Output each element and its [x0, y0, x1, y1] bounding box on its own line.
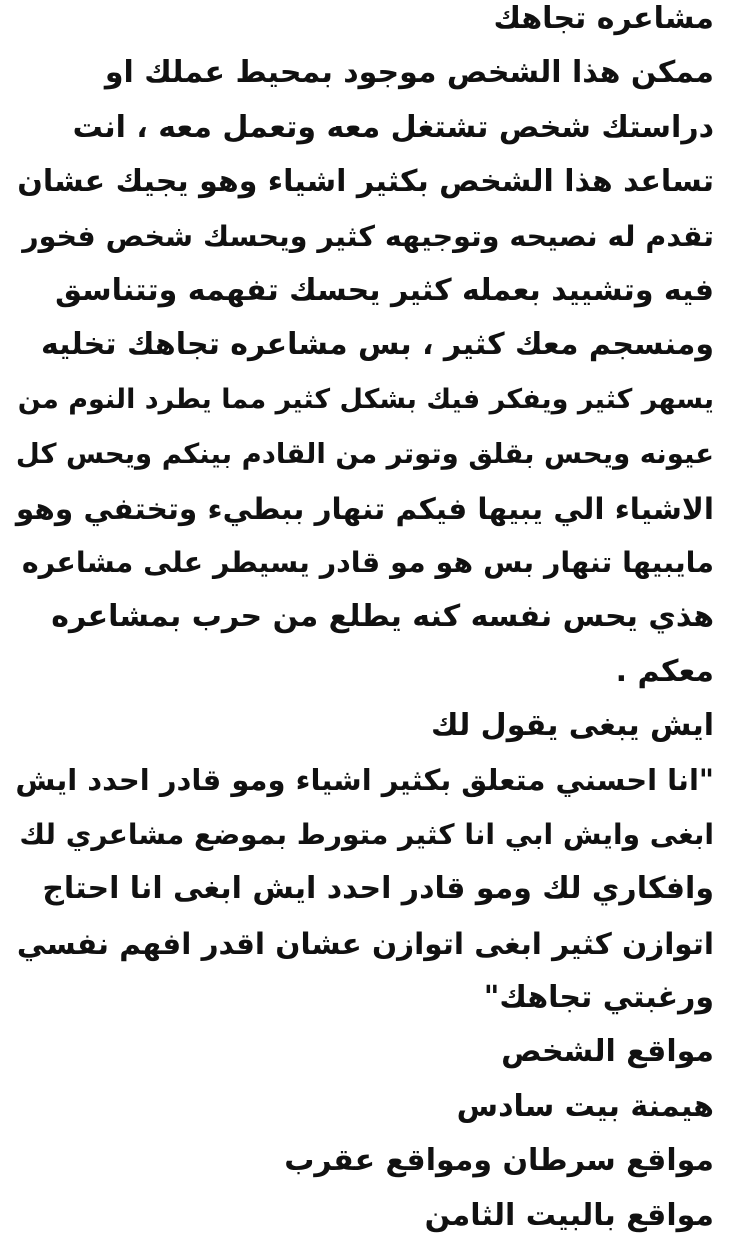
text-line: ومنسجم معك كثير ، بس مشاعره تجاهك تخليه — [40, 327, 714, 363]
text-line: الاشياء الي يبيها فيكم تنهار ببطيء وتختفي وهو — [15, 491, 714, 526]
text-line: ممكن هذا الشخص موجود بمحيط عملك او — [104, 55, 714, 91]
text-line: يسهر كثير ويفكر فيك بشكل كثير مما يطرد النوم من — [17, 383, 714, 415]
text-line: ابغى وايش ابي انا كثير متورط بموضع مشاعري لك — [19, 817, 714, 851]
text-body — [14, 0, 714, 1243]
text-line: مواقع بالبيت الثامن — [424, 1197, 714, 1233]
text-line: مواقع سرطان ومواقع عقرب — [284, 1143, 714, 1179]
text-line: مشاعره تجاهك — [493, 1, 714, 36]
text-line: معكم . — [615, 653, 714, 689]
text-line: تساعد هذا الشخص بكثير اشياء وهو يجيك عشان — [17, 164, 714, 200]
text-line: دراستك شخص تشتغل معه وتعمل معه ، انت — [72, 109, 714, 145]
text-line: مواقع الشخص — [501, 1034, 714, 1070]
text-line: عيونه ويحس بقلق وتوتر من القادم بينكم ويحس كل — [15, 438, 714, 471]
text-line: تقدم له نصيحه وتوجيهه كثير ويحسك شخص فخور — [22, 219, 714, 253]
text-line: مايبيها تنهار بس هو مو قادر يسيطر على مشاعره — [21, 545, 714, 579]
text-line: ايش يبغى يقول لك — [431, 708, 714, 744]
text-line: فيه وتشييد بعمله كثير يحسك تفهمه وتتناسق — [55, 272, 714, 308]
text-line: هيمنة بيت سادس — [456, 1088, 714, 1124]
text-line: ورغبتي تجاهك" — [483, 980, 714, 1016]
text-line: "انا احسني متعلق بكثير اشياء ومو قادر احدد ايش — [15, 763, 714, 798]
text-line: هذي يحس نفسه كنه يطلع من حرب بمشاعره — [51, 599, 714, 635]
text-line: اتوازن كثير ابغى اتوازن عشان اقدر افهم نفسي — [16, 926, 714, 961]
text-line: وافكاري لك ومو قادر احدد ايش ابغى انا احتاج — [42, 871, 714, 907]
